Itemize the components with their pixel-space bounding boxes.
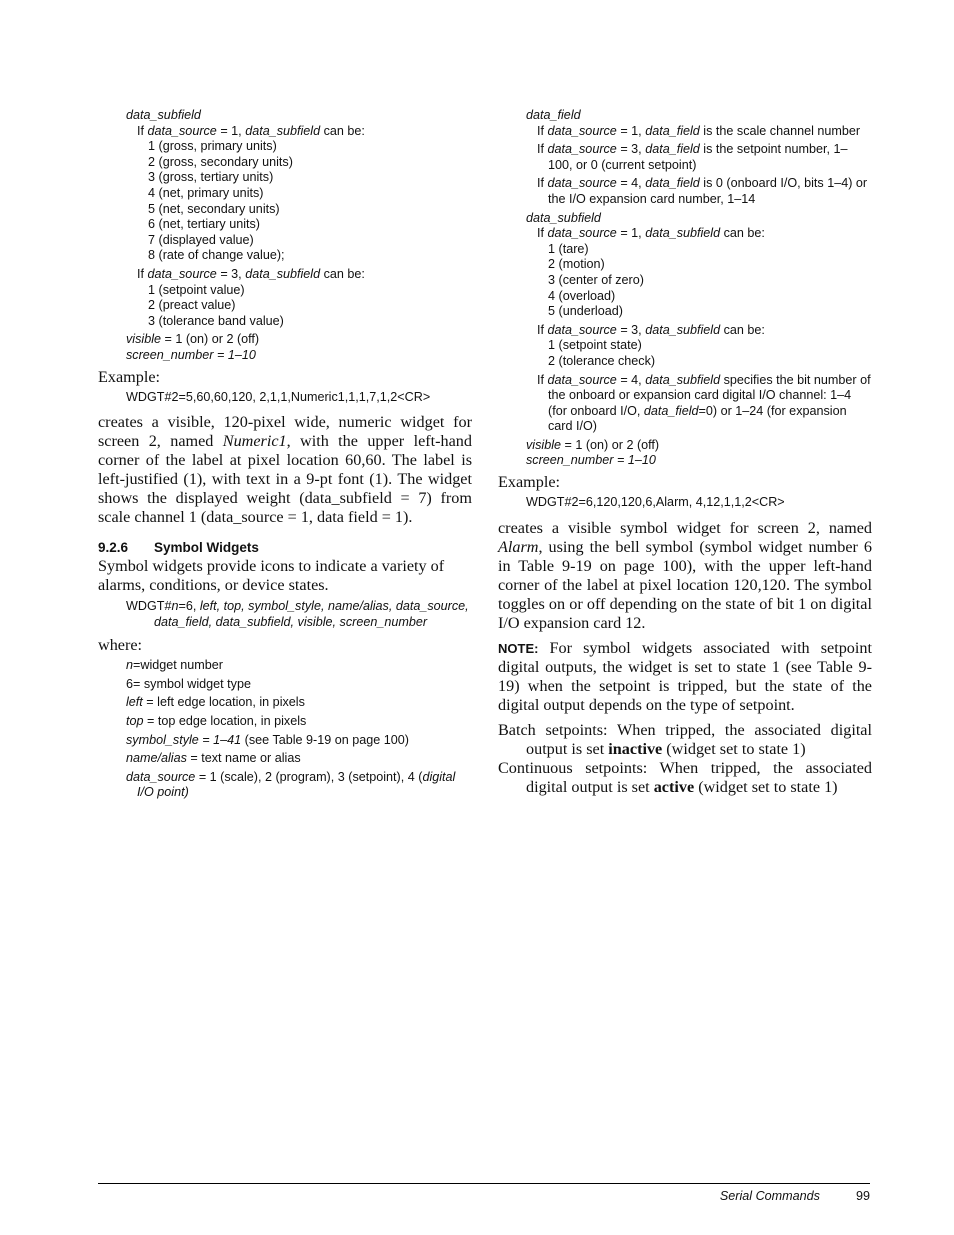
subfield-src3-list <box>148 283 472 330</box>
list-item: 4 (overload) <box>548 288 616 303</box>
where-label: where: <box>98 636 143 655</box>
field-src3-line: If data_source = 3, data_field is the setpoint number, 1–100, or 0 (current setpoint) <box>537 142 848 172</box>
continuous-setpoints-paragraph: Continuous setpoints: When tripped, the associated digital output is set active (widget set to state 1) <box>498 758 872 796</box>
subfield-title: data_subfield <box>526 210 601 225</box>
subfield-src4-line: If data_source = 4, data_subfield specifies the bit number of the onboard or expansion card digital I/O channel: 1–4 (for onboard I/O, data_field=0) or 1–24 (for expansion card I/O) <box>537 372 871 434</box>
symbol-intro: Symbol widgets provide icons to indicate a variety of alarms, conditions, or device states. <box>98 557 445 595</box>
list-item: 6 (net, tertiary units) <box>148 217 260 232</box>
def-symbol-style: symbol_style = 1–41 (see Table 9-19 on page 100) <box>126 732 409 747</box>
example-code: WDGT#2=6,120,120,6,Alarm, 4,12,1,1,2<CR> <box>526 495 785 510</box>
subfield-src3-list <box>548 338 872 369</box>
example-label: Example: <box>98 367 161 386</box>
list-item: 8 (rate of change value); <box>148 248 285 263</box>
note-paragraph: NOTE: For symbol widgets associated with setpoint digital outputs, the widget is set to state 1 (see Table 9-19) when the setpoint is tripped, but the state of the digital output depends on the type of setpoint. <box>498 638 872 714</box>
list-item: 1 (gross, primary units) <box>148 139 277 154</box>
list-item: 1 (setpoint value) <box>148 282 245 297</box>
example-description: creates a visible, 120-pixel wide, numeric widget for screen 2, named Numeric1, with the upper left-hand corner of the label at pixel location 60,60. The label is left-justified (1), with text in a 9-pt font (1). The widget shows the displayed weight (data_subfield = 7) from scale channel 1 (data_source = 1, data field = 1). <box>98 413 472 527</box>
note-label: NOTE: <box>498 640 539 656</box>
def-data-source: data_source = 1 (scale), 2 (program), 3 (setpoint), 4 (digital I/O point) <box>126 769 456 800</box>
subfield-src1-line: If data_source = 1, data_subfield can be: <box>137 123 365 138</box>
syntax-line: WDGT#n=6, left, top, symbol_style, name/alias, data_source, data_field, data_subfield, visible, screen_number <box>126 599 469 629</box>
example-code: WDGT#2=5,60,60,120, 2,1,1,Numeric1,1,1,7,1,2<CR> <box>126 389 431 404</box>
def-left: left = left edge location, in pixels <box>126 695 305 710</box>
list-item: 7 (displayed value) <box>148 232 254 247</box>
example-label: Example: <box>498 473 561 492</box>
subfield-title: data_subfield <box>126 108 201 122</box>
example-description: creates a visible symbol widget for screen 2, named Alarm, using the bell symbol (symbol widget number 6 in Table 9-19 on page 100), with the upper left-hand corner of the label at pixel location 120,120. The symbol toggles on or off depending on the state of bit 1 on digital I/O expansion card 12. <box>498 518 872 632</box>
field-src4-line: If data_source = 4, data_field is 0 (onboard I/O, bits 1–4) or the I/O expansion card number, 1–14 <box>537 176 868 206</box>
page-footer <box>720 1188 870 1204</box>
screen-number-line: screen_number = 1–10 <box>526 453 656 468</box>
batch-setpoints-paragraph: Batch setpoints: When tripped, the associated digital output is set inactive (widget set to state 1) <box>498 720 872 758</box>
list-item: 3 (center of zero) <box>548 272 644 287</box>
field-title: data_field <box>526 108 581 122</box>
subfield-src1-list <box>548 242 872 320</box>
list-item: 1 (tare) <box>548 241 589 256</box>
list-item: 1 (setpoint state) <box>548 338 642 353</box>
list-item: 4 (net, primary units) <box>148 185 264 200</box>
field-src1-line: If data_source = 1, data_field is the scale channel number <box>537 123 861 138</box>
visible-line: visible = 1 (on) or 2 (off) <box>126 332 260 347</box>
section-title: Symbol Widgets <box>154 540 259 556</box>
list-item: 2 (preact value) <box>148 298 236 313</box>
list-item: 2 (motion) <box>548 257 605 272</box>
section-heading <box>98 539 472 557</box>
subfield-src1-list <box>148 139 472 264</box>
right-column <box>498 108 872 797</box>
subfield-src3-line: If data_source = 3, data_subfield can be: <box>537 322 765 337</box>
left-column <box>98 108 472 801</box>
visible-line: visible = 1 (on) or 2 (off) <box>526 437 660 452</box>
screen-number-line: screen_number = 1–10 <box>126 347 256 362</box>
def-top: top = top edge location, in pixels <box>126 714 307 729</box>
list-item: 2 (gross, secondary units) <box>148 154 293 169</box>
subfield-src3-line: If data_source = 3, data_subfield can be: <box>137 266 365 281</box>
list-item: 5 (net, secondary units) <box>148 201 280 216</box>
page-number: 99 <box>855 1189 870 1203</box>
footer-section-title: Serial Commands <box>719 1189 820 1203</box>
def-type: 6= symbol widget type <box>126 676 251 691</box>
list-item: 3 (gross, tertiary units) <box>148 170 274 185</box>
footer-rule <box>98 1183 870 1184</box>
def-n: n=widget number <box>126 658 223 673</box>
list-item: 3 (tolerance band value) <box>148 313 284 328</box>
def-name-alias: name/alias = text name or alias <box>126 751 301 766</box>
list-item: 2 (tolerance check) <box>548 353 656 368</box>
section-number: 9.2.6 <box>98 540 129 556</box>
list-item: 5 (underload) <box>548 304 623 319</box>
subfield-src1-line: If data_source = 1, data_subfield can be: <box>537 226 765 241</box>
